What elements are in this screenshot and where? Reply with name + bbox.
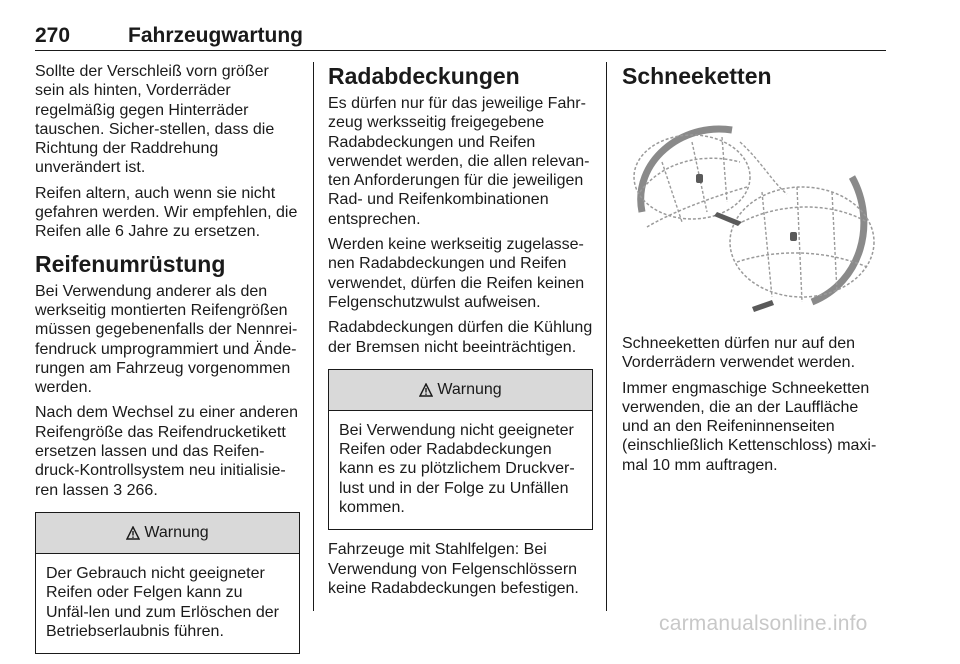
page-header [35, 24, 886, 51]
paragraph: Es dürfen nur für das jeweilige Fahr‐zeug werksseitig freigegebene Radabdeckungen und Reifen verwendet werden, die allen relevan‐ten Anforderungen für die jeweiligen Rad- und Reifenkombinationen entsprechen. [328, 95, 590, 228]
snow-chains-illustration [622, 102, 887, 314]
page-title: Fahrzeugwartung [128, 24, 304, 47]
warning-title: Warnung [437, 380, 502, 398]
warning-box [328, 369, 593, 530]
warning-title: Warnung [144, 523, 209, 541]
paragraph: Bei Verwendung anderer als den werkseitig montierten Reifengrößen müssen gegebenenfalls der Nennrei‐fendruck umprogrammiert und Ände‐rungen am Fahrzeug vorgenommen werden. [35, 282, 298, 397]
paragraph: Radabdeckungen dürfen die Kühlung der Bremsen nicht beeinträchtigen. [328, 319, 593, 356]
watermark: carmanualsonline.info [659, 612, 868, 635]
warning-body [36, 554, 299, 653]
paragraph: Werden keine werkseitig zugelasse‐nen Radabdeckungen und Reifen verwendet, dürfen die Reifen keinen Felgenschutzwulst aufweisen. [328, 236, 585, 311]
warning-body [329, 411, 592, 529]
page-number: 270 [35, 24, 71, 47]
column-divider [313, 62, 314, 611]
paragraph: Immer engmaschige Schneeketten verwenden, die an der Lauffläche und an den Reifeninnenseiten (einschließlich Kettenschloss) maxi‐mal 10 mm auftragen. [622, 379, 877, 474]
section-heading-radabdeckungen: Radabdeckungen [328, 63, 520, 89]
warning-triangle-icon [419, 383, 433, 397]
warning-triangle-icon [126, 526, 140, 540]
warning-header [329, 370, 592, 411]
warning-box [35, 512, 300, 654]
paragraph [35, 403, 300, 499]
section-heading-schneeketten: Schneeketten [622, 63, 772, 89]
column-left [35, 62, 300, 664]
column-middle [328, 62, 593, 604]
paragraph: Fahrzeuge mit Stahlfelgen: Bei Verwendung von Felgenschlössern keine Radabdeckungen befestigen. [328, 541, 579, 597]
page-reference-link[interactable]: 3 266. [113, 481, 158, 499]
paragraph: Sollte der Verschleiß vorn größer sein als hinten, Vorderräder regelmäßig gegen Hinterräder tauschen. Sicher‐stellen, dass die Richtung der Raddrehung unverändert ist. [35, 63, 275, 177]
section-heading-reifenumruestung: Reifenumrüstung [35, 250, 226, 277]
warning-header [36, 513, 299, 554]
paragraph: Reifen altern, auch wenn sie nicht gefahren werden. Wir empfehlen, die Reifen alle 6 Jahre zu ersetzen. [35, 184, 298, 241]
warning-text: Bei Verwendung nicht geeigneter Reifen oder Radabdeckungen kann es zu plötzlichem Druckver‐lust und in der Folge zu Unfällen kommen. [339, 421, 575, 517]
paragraph: Schneeketten dürfen nur auf den Vorderrädern verwendet werden. [622, 335, 856, 372]
column-right [622, 62, 887, 481]
column-divider [606, 62, 607, 611]
paragraph-text: Nach dem Wechsel zu einer anderen Reifengröße das Reifendrucketikett ersetzen lassen und das Reifen‐druck-Kontrollsystem neu initialisie‐ren lassen [35, 404, 298, 499]
warning-text: Der Gebrauch nicht geeigneter Reifen oder Felgen kann zu Unfäl‐len und zum Erlöschen der Betriebserlaubnis führen. [46, 564, 280, 640]
